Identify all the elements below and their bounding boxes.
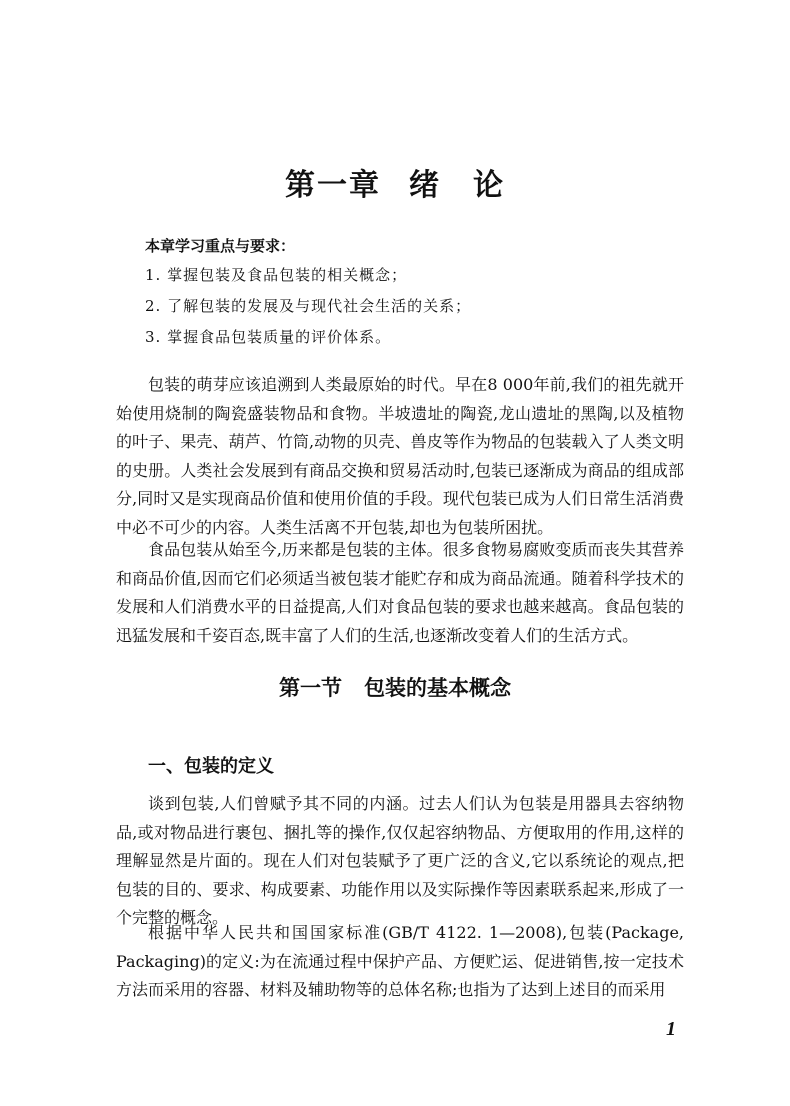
chapter-label: 第一章 — [285, 168, 381, 203]
section-label: 第一节 — [279, 676, 342, 700]
intro-paragraph-2: 食品包装从始至今,历来都是包装的主体。很多食物易腐败变质而丧失其营养和商品价值,因而它们必须适当被包装才能贮存和成为商品流通。随着科学技术的发展和人们消费水平的日益提高,人们对食品包装的要求也越来越高。食品包装的迅猛发展和千姿百态,既丰富了人们的生活,也逐渐改变着人们的生活方式。 — [116, 540, 684, 645]
definition-paragraph-1: 谈到包装,人们曾赋予其不同的内涵。过去人们认为包装是用器具去容纳物品,或对物品进行裹包、捆扎等的操作,仅仅起容纳物品、方便取用的作用,这样的理解显然是片面的。现在人们对包装赋予了更广泛的含义,它以系统论的观点,把包装的目的、要求、构成要素、功能作用以及实际操作等因素联系起来,形成了一个完整的概念。 — [116, 794, 684, 928]
section-name: 包装的基本概念 — [364, 676, 511, 700]
subsection-title: 一、包装的定义 — [148, 756, 274, 777]
chapter-title — [0, 160, 790, 204]
intro-paragraph-1: 包装的萌芽应该追溯到人类最原始的时代。早在8 000年前,我们的祖先就开始使用烧制的陶瓷盛装物品和食物。半坡遗址的陶瓷,龙山遗址的黑陶,以及植物的叶子、果壳、葫芦、竹筒,动物的贝壳、兽皮等作为物品的包装载入了人类文明的史册。人类社会发展到有商品交换和贸易活动时,包装已逐渐成为商品的组成部分,同时又是实现商品价值和使用价值的手段。现代包装已成为人们日常生活消费中必不可少的内容。人类生活离不开包装,却也为包装所困扰。 — [116, 375, 684, 537]
objective-item: 2. 了解包装的发展及与现代社会生活的关系； — [145, 297, 472, 315]
objective-item: 1. 掌握包装及食品包装的相关概念； — [145, 266, 408, 284]
page-number: 1 — [666, 1018, 676, 1040]
objectives-heading: 本章学习重点与要求： — [145, 237, 296, 255]
definition-paragraph-2: 根据中华人民共和国国家标准(GB/T 4122. 1—2008),包装(Package, Packaging)的定义:为在流通过程中保护产品、方便贮运、促进销售,按一定技术方法而采用的容器、材料及辅助物等的总体名称;也指为了达到上述目的而采用 — [116, 923, 684, 1000]
learning-objectives — [145, 232, 685, 353]
objective-item: 3. 掌握食品包装质量的评价体系。 — [145, 328, 392, 346]
section-title — [0, 672, 790, 702]
chapter-name: 绪 论 — [409, 168, 505, 203]
